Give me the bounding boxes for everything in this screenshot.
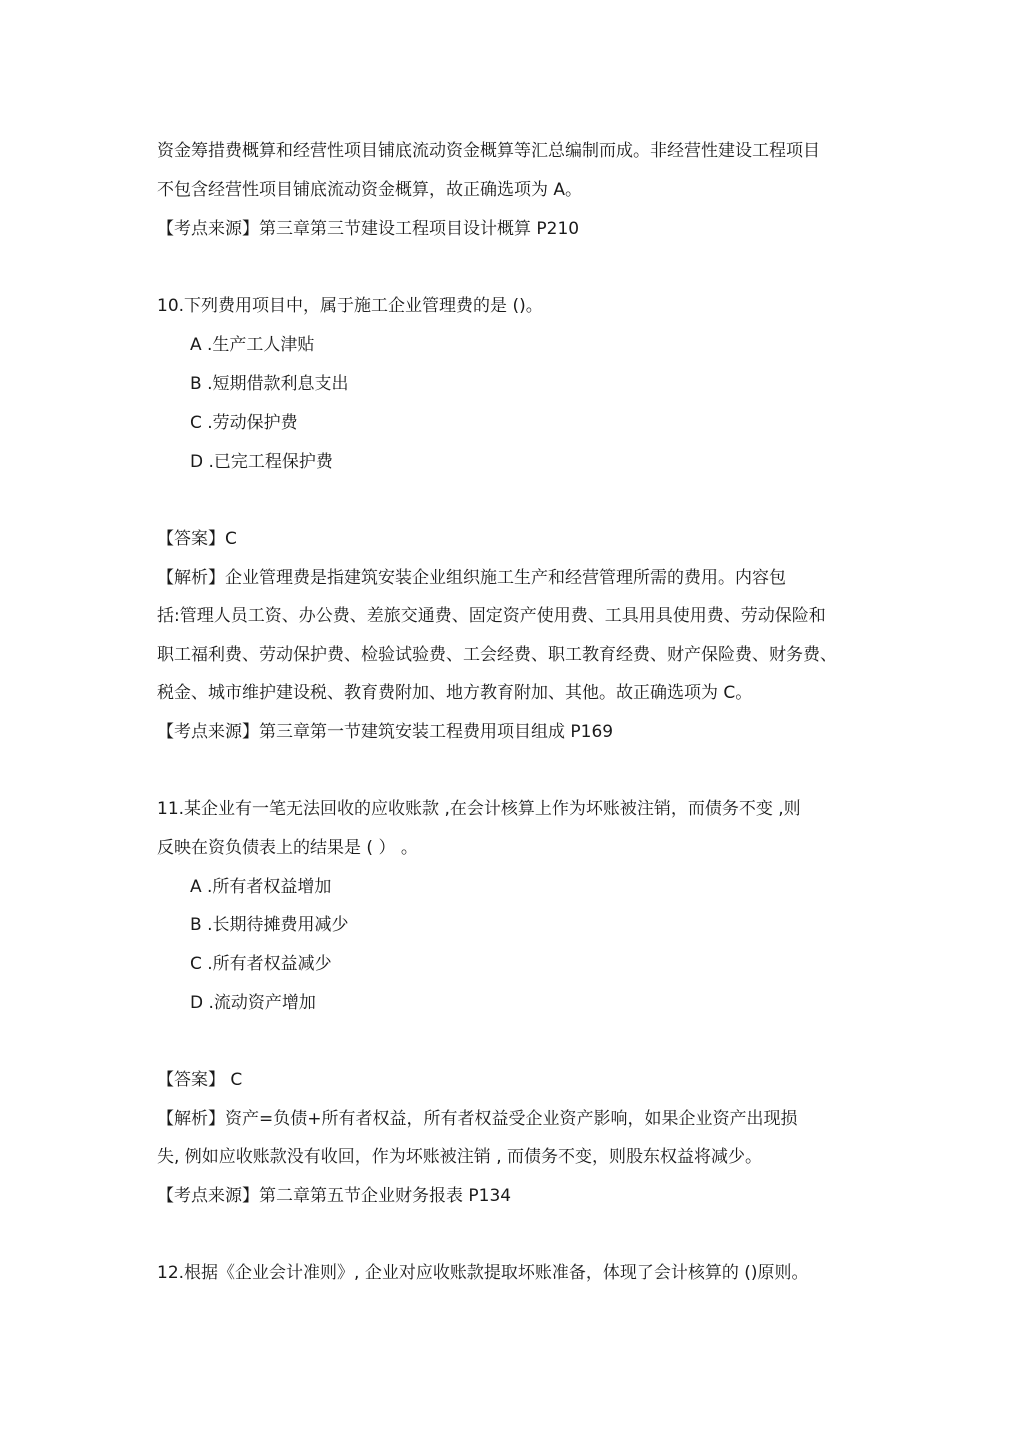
question-10-option-a: A .生产工人津贴 <box>190 335 315 355</box>
question-10-answer: 【答案】C <box>157 529 237 549</box>
question-10-option-c: C .劳动保护费 <box>190 413 298 433</box>
question-10-source: 【考点来源】第三章第一节建筑安装工程费用项目组成 P169 <box>157 722 614 742</box>
question-12-stem: 12.根据《企业会计准则》, 企业对应收账款提取坏账准备，体现了会计核算的 ()原则。 <box>157 1263 809 1283</box>
question-11-analysis: 【解析】资产=负债+所有者权益，所有者权益受企业资产影响，如果企业资产出现损 <box>157 1109 798 1129</box>
question-11-option-a: A .所有者权益增加 <box>190 877 332 897</box>
question-11-stem: 11.某企业有一笔无法回收的应收账款 ,在会计核算上作为坏账被注销，而债务不变 ,则 <box>157 799 801 819</box>
question-11-analysis: 失, 例如应收账款没有收回，作为坏账被注销 , 而债务不变，则股东权益将减少。 <box>157 1147 763 1167</box>
question-11-source: 【考点来源】第二章第五节企业财务报表 P134 <box>157 1186 512 1206</box>
question-11-answer: 【答案】 C <box>157 1070 243 1090</box>
paragraph-line: 不包含经营性项目铺底流动资金概算，故正确选项为 A。 <box>157 180 583 200</box>
paragraph-line: 资金筹措费概算和经营性项目铺底流动资金概算等汇总编制而成。非经营性建设工程项目 <box>157 141 820 161</box>
question-10-option-b: B .短期借款利息支出 <box>190 374 349 394</box>
question-11-stem: 反映在资负债表上的结果是 ( ） 。 <box>157 838 418 858</box>
question-10-analysis: 税金、城市维护建设税、教育费附加、地方教育附加、其他。故正确选项为 C。 <box>157 683 753 703</box>
question-11-option-d: D .流动资产增加 <box>190 993 316 1013</box>
question-11-option-b: B .长期待摊费用减少 <box>190 915 349 935</box>
question-10-option-d: D .已完工程保护费 <box>190 452 333 472</box>
question-10-analysis: 【解析】企业管理费是指建筑安装企业组织施工生产和经营管理所需的费用。内容包 <box>157 568 786 588</box>
source-reference: 【考点来源】第三章第三节建设工程项目设计概算 P210 <box>157 219 580 239</box>
question-11-option-c: C .所有者权益减少 <box>190 954 332 974</box>
question-10-stem: 10.下列费用项目中，属于施工企业管理费的是 ()。 <box>157 296 543 316</box>
question-10-analysis: 职工福利费、劳动保护费、检验试验费、工会经费、职工教育经费、财产保险费、财务费、 <box>157 645 837 665</box>
question-10-analysis: 括:管理人员工资、办公费、差旅交通费、固定资产使用费、工具用具使用费、劳动保险和 <box>157 606 826 626</box>
